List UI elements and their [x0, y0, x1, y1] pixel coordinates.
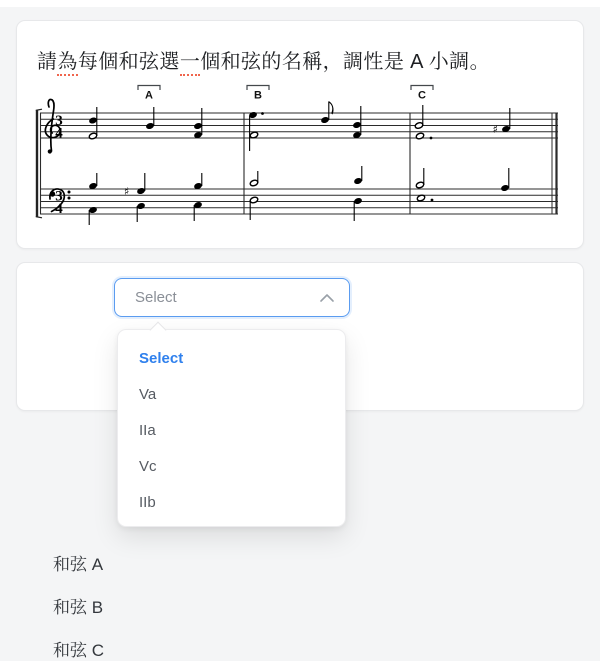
question-text-segment: 每個和弦選 [77, 51, 180, 73]
treble-staff [40, 113, 558, 138]
svg-text:4: 4 [55, 201, 63, 218]
chord-label-a [138, 86, 160, 102]
question-text-segment: 請 [37, 51, 58, 73]
dropdown-option-iib[interactable]: IIb [139, 494, 156, 511]
question-text-segment: 個和弦的名稱，調性是 A 小調。 [200, 51, 490, 73]
chevron-up-icon [320, 294, 334, 302]
dropdown-option-iia[interactable]: IIa [139, 422, 156, 439]
chord-a-label: 和弦 A [53, 555, 104, 574]
svg-text:4: 4 [55, 125, 63, 142]
time-signature-bass [55, 189, 63, 218]
chord-c-label: 和弦 C [53, 641, 104, 660]
chord-b-label: 和弦 B [53, 598, 104, 617]
eighth-flag [329, 101, 334, 115]
svg-text:A: A [145, 89, 153, 102]
question-card [16, 20, 584, 249]
chord-a-select[interactable] [114, 278, 350, 317]
misspell-underline: 為 [57, 51, 77, 76]
svg-text:B: B [254, 89, 262, 102]
misspell-underline: 一 [180, 51, 200, 76]
bass-staff [40, 189, 558, 214]
chord-a-dropdown-menu [117, 329, 346, 527]
dropdown-option-vc[interactable]: Vc [139, 458, 157, 475]
chord-label-b [247, 86, 269, 102]
select-value: Select [135, 289, 177, 306]
question-text [37, 45, 567, 74]
time-signature-treble [55, 113, 63, 142]
chord-label-c [411, 86, 433, 102]
treble-notes [88, 101, 511, 151]
dropdown-option-select[interactable]: Select [139, 350, 184, 367]
sharp-icon: ♯ [492, 123, 498, 136]
dropdown-option-va[interactable]: Va [139, 386, 157, 403]
sharp-icon: ♯ [124, 185, 130, 198]
top-strip [0, 0, 600, 7]
svg-text:C: C [418, 89, 426, 102]
score [17, 83, 583, 243]
svg-text:3: 3 [55, 188, 63, 205]
svg-text:3: 3 [55, 112, 63, 129]
